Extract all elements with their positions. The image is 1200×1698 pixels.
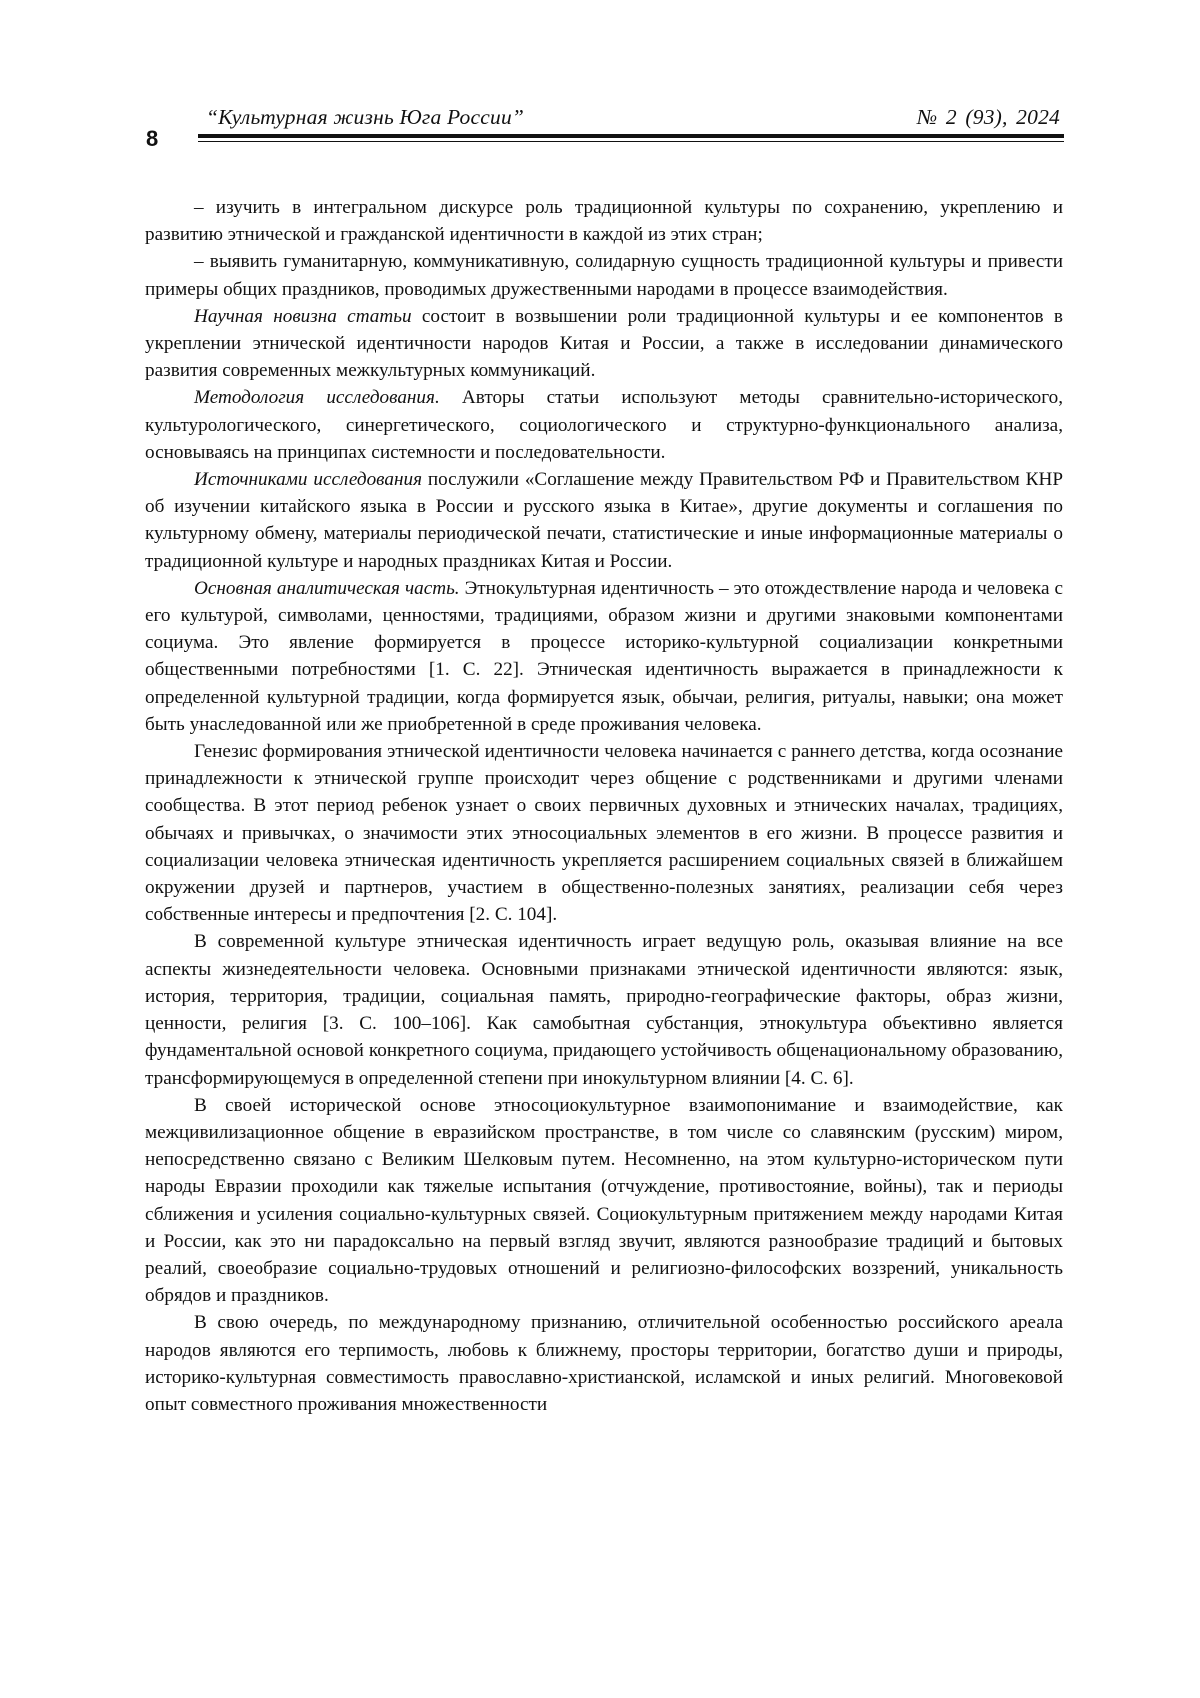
paragraph-lead: Источниками исследования xyxy=(194,469,422,490)
paragraph xyxy=(145,575,1063,738)
issue-number: № 2 (93), 2024 xyxy=(917,104,1060,130)
paragraph xyxy=(145,1092,1063,1310)
paragraph xyxy=(145,1309,1063,1418)
paragraph-text: В современной культуре этническая идентичность играет ведущую роль, оказывая влияние на все аспекты жизнедеятельности человека. Основными признаками этнической идентичности являются: язык, история, территория, традиции, социальная память, природно-географические факторы, образ жизни, ценности, религия [3. С. 100–106]. Как самобытная субстанция, этнокультура объективно является фундаментальной основой конкретного соци­ума, придающего устойчивость общенациональному образованию, трансформирующемуся в определенной степени при инокультурном влиянии [4. С. 6]. xyxy=(145,931,1063,1088)
journal-title: “Культурная жизнь Юга России” xyxy=(206,104,524,130)
header-rule-thin xyxy=(198,141,1064,142)
paragraph-text: послужили «Соглашение между Правительством РФ и Правительством КНР об изучении китайского языка в России и русского языка в Китае», другие документы и соглашения по культурному обмену, материалы периодической печати, статистические и иные информационные материалы о традиционной культуре и народных праздниках Китая и России. xyxy=(145,469,1063,572)
paragraph xyxy=(145,738,1063,928)
article-body xyxy=(145,194,1063,1418)
paragraph-text: Генезис формирования этнической идентичности человека начинается с раннего дет­ства, когда осознание принадлежности к этнической группе происходит через общение с родственниками и другими членами сообщества. В этот период ребенок узнает о своих первичных духовных и этнических началах, традициях, обычаях и привычках, о значимости этих этносоциальных элементов в его жизни. В процессе развития и социализации человека этническая идентичность укрепляется расширением социальных связей в ближайшем окру­жении друзей и партнеров, участием в общественно-полезных занятиях, реализации себя через собственные интересы и предпочтения [2. С. 104]. xyxy=(145,741,1063,925)
paragraph-text: В свою очередь, по международному признанию, отличительной особенностью россий­ского ареала народов являются его терпимость, любовь к ближнему, просторы территории, богатство души и природы, историко-культурная совместимость православно-христианской, исламской и иных религий. Многовековой опыт совместного проживания множественности xyxy=(145,1312,1063,1415)
paragraph-text: – изучить в интегральном дискурсе роль традиционной культуры по сохранению, укреплению и развитию этнической и гражданской идентичности в каждой из этих стран; xyxy=(145,197,1063,245)
paragraph-lead: Методология исследования. xyxy=(194,387,440,408)
paragraph-text: – выявить гуманитарную, коммуникативную, солидарную сущность традиционной куль­туры и привести примеры общих праздников, проводимых дружественными народами в процессе взаимодействия. xyxy=(145,251,1063,299)
paragraph xyxy=(145,466,1063,575)
paragraph-text: В своей исторической основе этносоциокультурное взаимопонимание и взаимодействие, как межцивилизационное общение в евразийском пространстве, в том числе со славянским (русским) миром, непосредственно связано с Великим Шелковым путем. Несомненно, на этом культурно-историческом пути народы Евразии проходили как тяжелые испытания (отчуждение, противостояние, войны), так и периоды сближения и усиления социально-культурных связей. Социокультурным притяжением между народами Китая и России, как это ни парадоксально на первый взгляд звучит, являются разнообразие традиций и бытовых реалий, своеобразие социально-трудовых отношений и религиозно-философских воззрений, уникальность обрядов и праздников. xyxy=(145,1095,1063,1306)
paragraph xyxy=(145,194,1063,248)
page-number: 8 xyxy=(146,126,158,152)
paragraph xyxy=(145,384,1063,466)
paragraph xyxy=(145,248,1063,302)
paragraph xyxy=(145,928,1063,1091)
paragraph-lead: Основная аналитическая часть. xyxy=(194,578,460,599)
paragraph xyxy=(145,303,1063,385)
header-rule-thick xyxy=(198,134,1064,138)
paragraph-lead: Научная новизна статьи xyxy=(194,306,412,327)
paragraph-text: Авторы статьи используют методы сравнительно-исторического, культурологического, синергетического, социологического и структурно-функционального анализа, основываясь на принципах системности и последовательности. xyxy=(145,387,1063,462)
paragraph-text: состоит в возвышении роли традиционной культуры и ее компонентов в укреплении этнической идентичности народов Китая и России, а также в исследовании динамического развития современных межкультурных коммуникаций. xyxy=(145,306,1063,381)
paragraph-text: Этнокультурная идентичность – это отождествление народа и человека с его культурой, символами, ценностями, традициями, образом жизни и другими знаковыми компонентами социума. Это явление формируется в процессе историко-культурной социализации конкретными общественными потребностями [1. С. 22]. Этниче­ская идентичность выражается в принадлежности к определенной культурной традиции, когда формируется язык, обычаи, религия, ритуалы, навыки; она может быть унаследованной или же приобретенной в среде проживания человека. xyxy=(145,578,1063,735)
running-head xyxy=(196,104,1060,134)
